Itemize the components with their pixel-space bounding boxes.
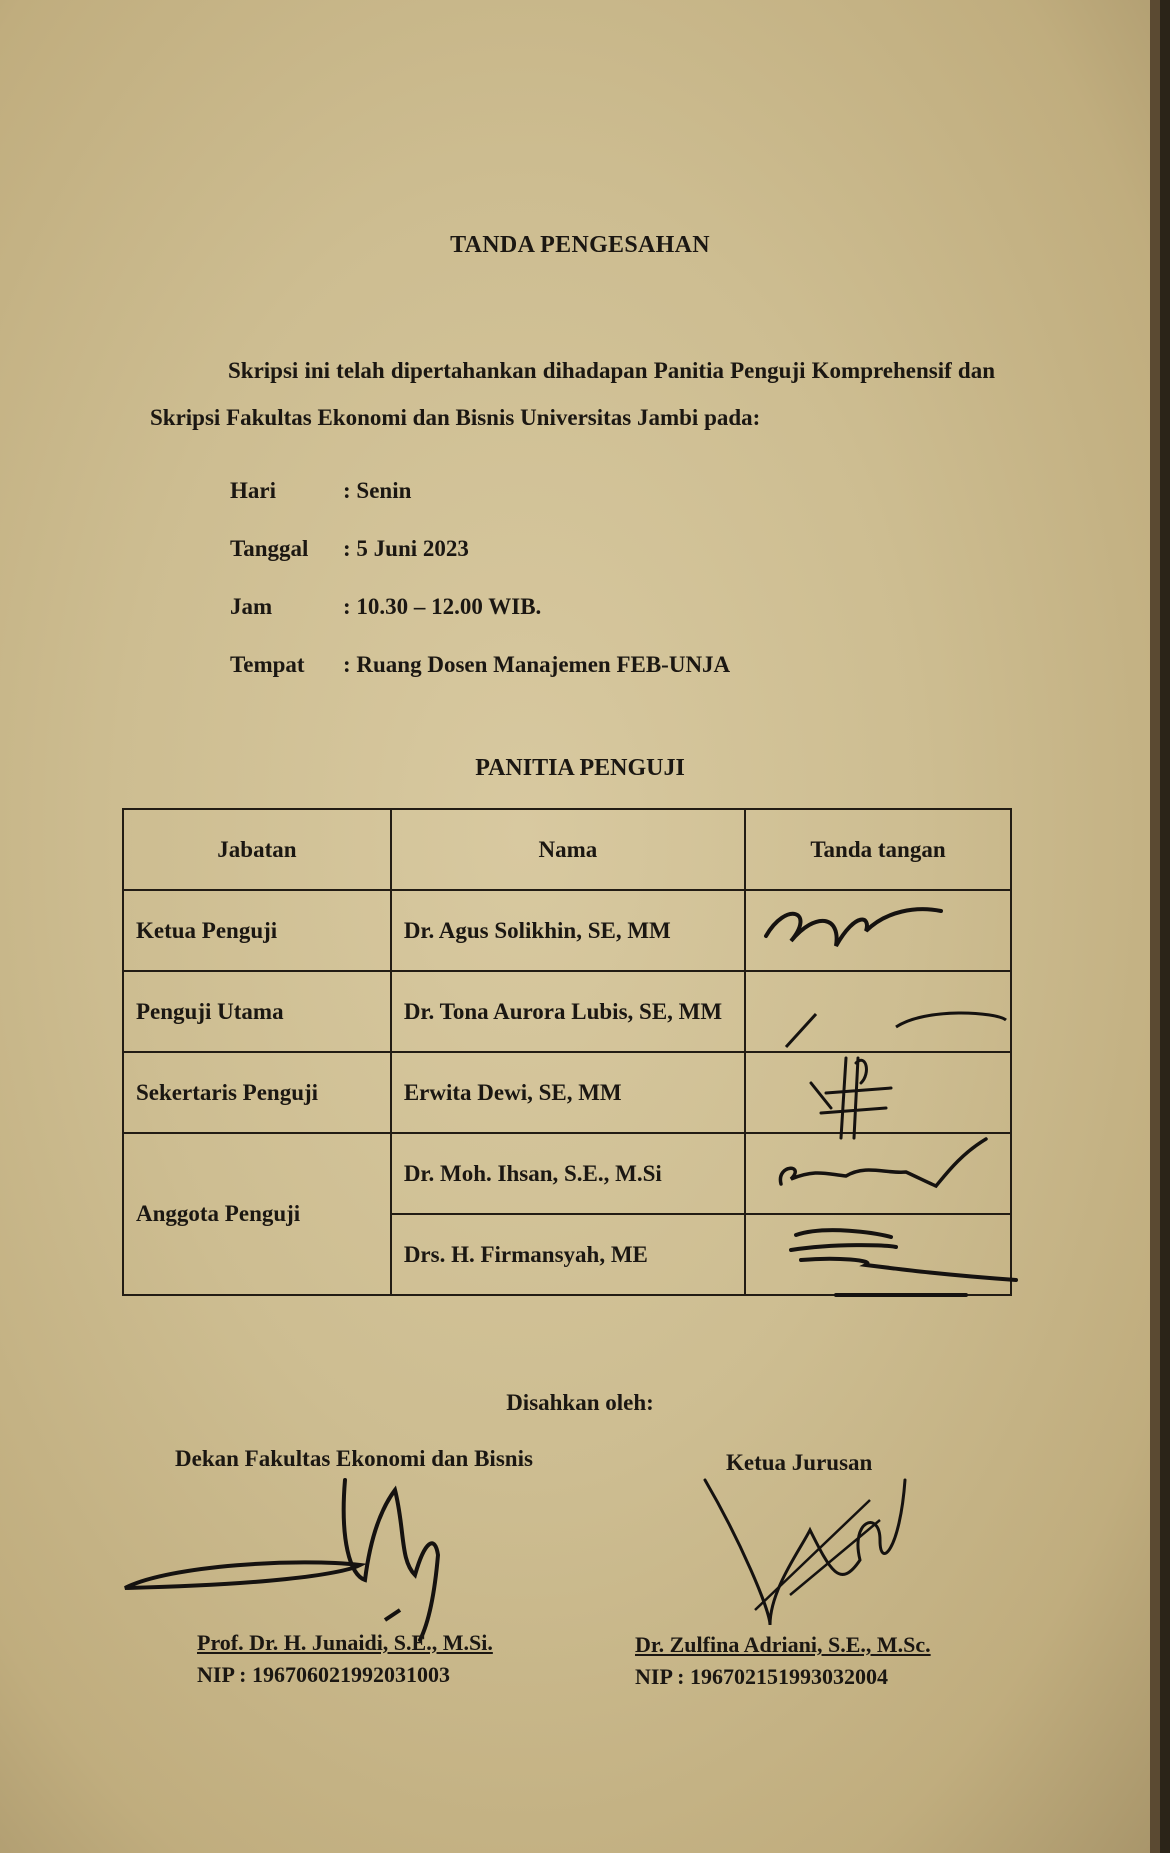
signature-anggota-1-icon bbox=[746, 1134, 996, 1213]
exam-time-value: : 10.30 – 12.00 WIB. bbox=[343, 594, 542, 619]
exam-time-row bbox=[230, 578, 730, 636]
role-cell: Anggota Penguji bbox=[123, 1133, 391, 1295]
head-nip: NIP : 196702151993032004 bbox=[635, 1664, 888, 1689]
exam-date-label: Tanggal bbox=[230, 536, 309, 561]
exam-day-value: : Senin bbox=[343, 478, 412, 503]
exam-date-value: : 5 Juni 2023 bbox=[343, 536, 469, 561]
exam-place-value: : Ruang Dosen Manajemen FEB-UNJA bbox=[343, 652, 731, 677]
committee-table bbox=[122, 808, 1012, 1296]
head-title: Ketua Jurusan bbox=[726, 1450, 873, 1475]
table-row bbox=[123, 1133, 1011, 1214]
name-cell: Drs. H. Firmansyah, ME bbox=[391, 1214, 745, 1295]
signature-cell bbox=[745, 971, 1011, 1052]
committee-header-row bbox=[123, 809, 1011, 890]
signature-utama-icon bbox=[746, 972, 996, 1051]
name-cell: Dr. Tona Aurora Lubis, SE, MM bbox=[391, 971, 745, 1052]
signature-cell bbox=[745, 1052, 1011, 1133]
dean-title: Dekan Fakultas Ekonomi dan Bisnis bbox=[175, 1446, 533, 1471]
signature-ketua-icon bbox=[746, 891, 996, 970]
exam-date-row bbox=[230, 520, 730, 578]
exam-place-label: Tempat bbox=[230, 652, 305, 677]
signature-anggota-2-icon bbox=[746, 1215, 996, 1294]
signature-sekertaris-icon bbox=[746, 1053, 996, 1132]
role-cell: Sekertaris Penguji bbox=[123, 1052, 391, 1133]
exam-day-row bbox=[230, 462, 730, 520]
exam-place-row bbox=[230, 636, 730, 694]
table-row bbox=[123, 1052, 1011, 1133]
table-row bbox=[123, 890, 1011, 971]
header-role: Jabatan bbox=[123, 809, 391, 890]
intro-paragraph: Skripsi ini telah dipertahankan dihadapan Panitia Penguji Komprehensif dan Skripsi Fakultas Ekonomi dan Bisnis Universitas Jambi pada: bbox=[150, 358, 995, 430]
page-edge bbox=[1150, 0, 1160, 1853]
committee-title: PANITIA PENGUJI bbox=[475, 755, 685, 781]
table-row bbox=[123, 971, 1011, 1052]
signature-cell bbox=[745, 890, 1011, 971]
exam-time-label: Jam bbox=[230, 594, 273, 619]
signature-cell bbox=[745, 1133, 1011, 1214]
exam-details bbox=[230, 462, 730, 694]
name-cell: Dr. Agus Solikhin, SE, MM bbox=[391, 890, 745, 971]
exam-day-label: Hari bbox=[230, 478, 276, 503]
name-cell: Erwita Dewi, SE, MM bbox=[391, 1052, 745, 1133]
header-name: Nama bbox=[391, 809, 745, 890]
approval-label: Disahkan oleh: bbox=[506, 1390, 654, 1415]
dean-name: Prof. Dr. H. Junaidi, S.E., M.Si. bbox=[197, 1630, 493, 1655]
name-cell: Dr. Moh. Ihsan, S.E., M.Si bbox=[391, 1133, 745, 1214]
dean-nip: NIP : 196706021992031003 bbox=[197, 1662, 450, 1687]
role-cell: Ketua Penguji bbox=[123, 890, 391, 971]
head-name: Dr. Zulfina Adriani, S.E., M.Sc. bbox=[635, 1632, 931, 1657]
document-title: TANDA PENGESAHAN bbox=[450, 232, 710, 258]
signature-cell bbox=[745, 1214, 1011, 1295]
role-cell: Penguji Utama bbox=[123, 971, 391, 1052]
header-signature: Tanda tangan bbox=[745, 809, 1011, 890]
